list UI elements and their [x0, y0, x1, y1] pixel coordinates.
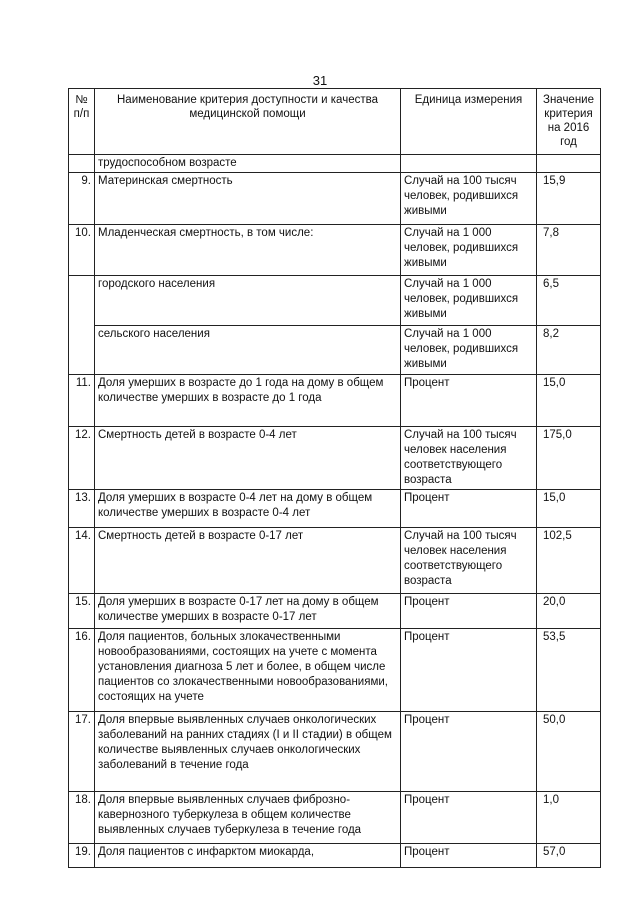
- row-value: 175,0: [537, 427, 601, 490]
- row-unit: Процент: [401, 712, 537, 792]
- row-unit: Процент: [401, 375, 537, 427]
- header-value: Значение критерия на 2016 год: [537, 89, 601, 155]
- row-num: [69, 276, 95, 326]
- row-value: 7,8: [537, 225, 601, 276]
- row-name: Смертность детей в возрасте 0-17 лет: [95, 528, 401, 594]
- row-value: 15,0: [537, 375, 601, 427]
- row-unit: Процент: [401, 792, 537, 844]
- table-row: [69, 326, 601, 375]
- row-name: сельского населения: [95, 326, 401, 375]
- row-value: [537, 155, 601, 173]
- row-name: трудоспособном возрасте: [95, 155, 401, 173]
- row-unit: Случай на 100 тысяч человек населения соответствующего возраста: [401, 427, 537, 490]
- page-number: 31: [312, 73, 328, 88]
- row-num: 17.: [69, 712, 95, 792]
- row-value: 15,0: [537, 490, 601, 528]
- row-num: 11.: [69, 375, 95, 427]
- row-unit: Процент: [401, 629, 537, 712]
- table-row: [69, 629, 601, 712]
- table-row: [69, 375, 601, 427]
- header-name: Наименование критерия доступности и качества медицинской помощи: [95, 89, 401, 155]
- row-unit: Процент: [401, 594, 537, 629]
- row-num: [69, 155, 95, 173]
- row-value: 8,2: [537, 326, 601, 375]
- row-unit: Случай на 100 тысяч человек населения соответствующего возраста: [401, 528, 537, 594]
- header-unit: Единица измерения: [401, 89, 537, 155]
- row-name: Доля умерших в возрасте 0-4 лет на дому в общем количестве умерших в возрасте 0-4 лет: [95, 490, 401, 528]
- row-value: 1,0: [537, 792, 601, 844]
- row-num: 15.: [69, 594, 95, 629]
- row-name: Доля пациентов с инфарктом миокарда,: [95, 844, 401, 868]
- row-value: 20,0: [537, 594, 601, 629]
- row-value: 57,0: [537, 844, 601, 868]
- table-row: [69, 276, 601, 326]
- table-row: [69, 427, 601, 490]
- row-name: Доля впервые выявленных случаев фиброзно-кавернозного туберкулеза в общем количестве выявленных случаев туберкулеза в течение года: [95, 792, 401, 844]
- row-num: 10.: [69, 225, 95, 276]
- row-value: 6,5: [537, 276, 601, 326]
- header-num: № п/п: [69, 89, 95, 155]
- row-unit: Случай на 1 000 человек, родившихся живыми: [401, 276, 537, 326]
- row-num: 16.: [69, 629, 95, 712]
- table-row: [69, 712, 601, 792]
- row-value: 15,9: [537, 173, 601, 225]
- row-num: 12.: [69, 427, 95, 490]
- table-row: [69, 528, 601, 594]
- row-name: городского населения: [95, 276, 401, 326]
- row-value: 50,0: [537, 712, 601, 792]
- table-row: [69, 844, 601, 868]
- criteria-table: [68, 88, 601, 868]
- row-unit: Процент: [401, 844, 537, 868]
- row-name: Доля впервые выявленных случаев онкологических заболеваний на ранних стадиях (I и II стадии) в общем количестве выявленных случаев онкологических заболеваний в течение года: [95, 712, 401, 792]
- row-num: 13.: [69, 490, 95, 528]
- table-row: [69, 594, 601, 629]
- table-row: [69, 490, 601, 528]
- row-name: Младенческая смертность, в том числе:: [95, 225, 401, 276]
- row-unit: Процент: [401, 490, 537, 528]
- table-row: [69, 173, 601, 225]
- row-name: Смертность детей в возрасте 0-4 лет: [95, 427, 401, 490]
- table-row: [69, 225, 601, 276]
- table-row: [69, 155, 601, 173]
- row-num: 18.: [69, 792, 95, 844]
- row-num: 9.: [69, 173, 95, 225]
- row-unit: Случай на 1 000 человек, родившихся живыми: [401, 326, 537, 375]
- row-value: 102,5: [537, 528, 601, 594]
- row-unit: [401, 155, 537, 173]
- row-unit: Случай на 1 000 человек, родившихся живыми: [401, 225, 537, 276]
- row-unit: Случай на 100 тысяч человек, родившихся живыми: [401, 173, 537, 225]
- row-name: Доля умерших в возрасте 0-17 лет на дому в общем количестве умерших в возрасте 0-17 лет: [95, 594, 401, 629]
- row-value: 53,5: [537, 629, 601, 712]
- row-num: 14.: [69, 528, 95, 594]
- row-name: Материнская смертность: [95, 173, 401, 225]
- row-num: 19.: [69, 844, 95, 868]
- row-num: [69, 326, 95, 375]
- row-name: Доля пациентов, больных злокачественными новообразованиями, состоящих на учете с момента установления диагноза 5 лет и более, в общем числе пациентов со злокачественными новообразованиями, состоящих на учете: [95, 629, 401, 712]
- row-name: Доля умерших в возрасте до 1 года на дому в общем количестве умерших в возрасте до 1 года: [95, 375, 401, 427]
- table-header-row: [69, 89, 601, 155]
- table-row: [69, 792, 601, 844]
